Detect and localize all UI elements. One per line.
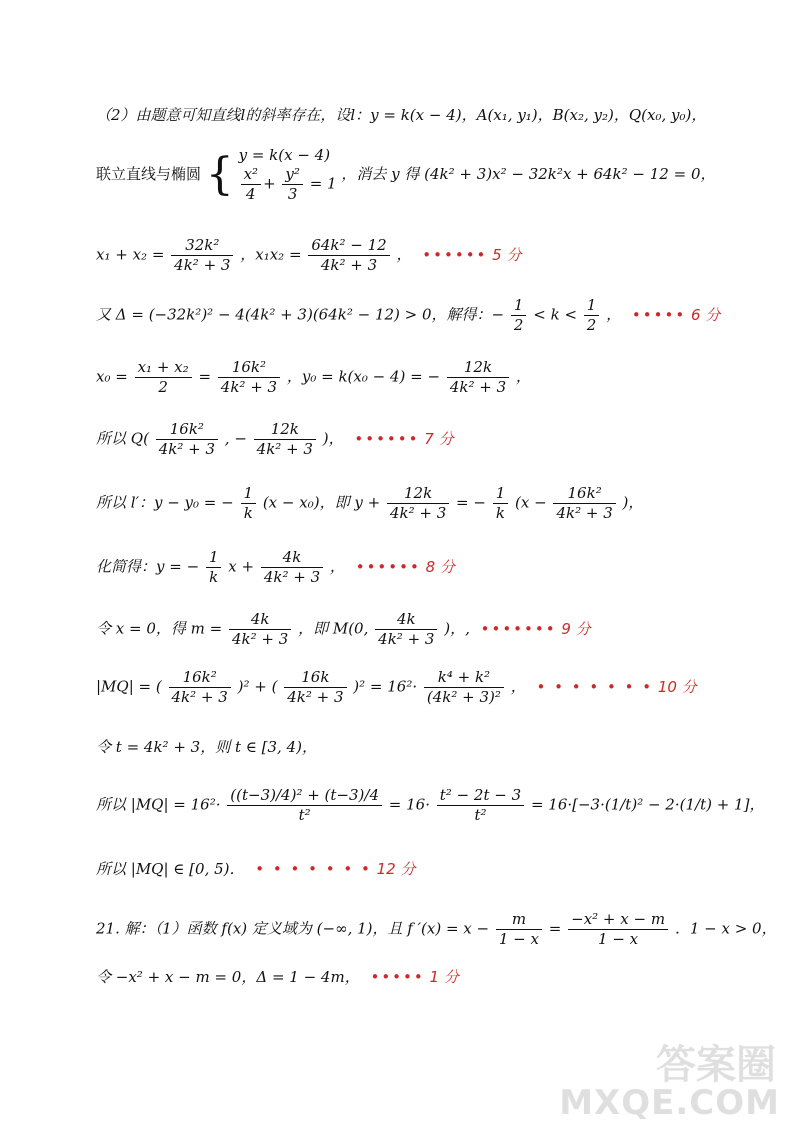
score-marker: • • • • • • • 10 分: [536, 677, 697, 696]
line-8: 化简得：y = − $\frac{1}{k}$ x + $\frac{4k}{\text{4k² + 3}}$ ， •••••• 8 分: [96, 548, 455, 586]
equation-line: y = k(x − 4): [238, 146, 331, 164]
line-12: 所以 |MQ| = 16²· $\frac{\text{((t−3)/4)² + (t−3)/4}}{\text{t²}}$ = 16· $\frac{\text{t² − 2t − 3}}{\text{t²}}$ = 16·[−3·(1/t)² − 2·(1/t) + 1]，: [96, 786, 765, 824]
score-marker: •••••• 8 分: [355, 557, 455, 576]
line-14: 21. 解：（1）函数 f(x) 定义域为 (−∞, 1)，且 f ′(x) = x − $\frac{m}{1 - x}$ = $\frac{\text{−x² + x − m}}{1 - x}$ ．1 − x > 0，: [96, 910, 777, 948]
watermark-bottom-text: MXQE.COM: [559, 1083, 780, 1123]
line-11: 令 t = 4k² + 3，则 t ∈ [3, 4)，: [96, 738, 317, 756]
score-marker: •••••• 5 分: [422, 245, 522, 264]
score-marker: ••••• 6 分: [631, 305, 721, 324]
line-6: 所以 Q( $\frac{\text{16k²}}{\text{4k² + 3}}$ , − $\frac{12k}{\text{4k² + 3}}$ )， •••••• 7 分: [96, 420, 454, 458]
ellipse-equation: $\frac{\text{x²}}{4}$ + $\frac{\text{y²}}{3}$ = 1: [239, 165, 337, 204]
score-marker: ••••• 1 分: [370, 968, 459, 986]
line-5: x₀ = $\frac{\text{x₁ + x₂}}{2}$ = $\frac{\text{16k²}}{\text{4k² + 3}}$ ，y₀ = k(x₀ − 4) = − $\frac{12k}{\text{4k² + 3}}$ ，: [96, 358, 531, 396]
line-3: x₁ + x₂ = $\frac{\text{32k²}}{\text{4k² + 3}}$ ，x₁x₂ = $\frac{\text{64k² − 12}}{\text{4k² + 3}}$ ， •••••• 5 分: [96, 236, 522, 274]
watermark-top-text: 答案圈: [656, 1042, 776, 1088]
line-15: 令 −x² + x − m = 0，Δ = 1 − 4m， ••••• 1 分: [96, 968, 459, 986]
line-1: [96, 108, 760, 123]
line-10: |MQ| = ( $\frac{\text{16k²}}{\text{4k² + 3}}$ )² + ( $\frac{16k}{\text{4k² + 3}}$ )² = 16²· $\frac{\text{k⁴ + k²}}{\text{(4k² + 3)²}}$ ， • • • • • • • 10 分: [96, 668, 697, 706]
score-marker: • • • • • • • 12 分: [255, 860, 416, 878]
equation-system: [239, 146, 337, 204]
eliminate-text: ，消去 y 得 (4k² + 3)x² − 32k²x + 64k² − 12 = 0，: [341, 165, 716, 183]
brace-symbol: {: [205, 149, 234, 200]
setup-text: （2）由题意可知直线l的斜率存在，设l：y = k(x − 4)，A(x₁, y₁)，B(x₂, y₂)，Q(x₀, y₀)，: [96, 106, 707, 124]
line-9: 令 x = 0，得 m = $\frac{4k}{\text{4k² + 3}}$ ，即 M(0, $\frac{4k}{\text{4k² + 3}}$ )，, ••••••• 9 分: [96, 610, 591, 648]
line-2: [96, 146, 760, 204]
line-4: 又 Δ = (−32k²)² − 4(4k² + 3)(64k² − 12) > 0，解得：− $\frac{1}{2}$ < k < $\frac{1}{2}$ ， ••••• 6 分: [96, 296, 721, 334]
watermark-logo: [559, 1033, 786, 1123]
lead-text: 联立直线与椭圆: [96, 165, 202, 183]
line-7: 所以 l′：y − y₀ = − $\frac{1}{k}$ (x − x₀)，即 y + $\frac{12k}{\text{4k² + 3}}$ = − $\frac{1}{k}$ (x − $\frac{\text{16k²}}{\text{4k² + 3}}$ )，: [96, 484, 644, 522]
line-13: 所以 |MQ| ∈ [0, 5)． • • • • • • • 12 分: [96, 860, 416, 878]
score-marker: ••••••• 9 分: [480, 619, 591, 638]
score-marker: •••••• 7 分: [354, 429, 454, 448]
